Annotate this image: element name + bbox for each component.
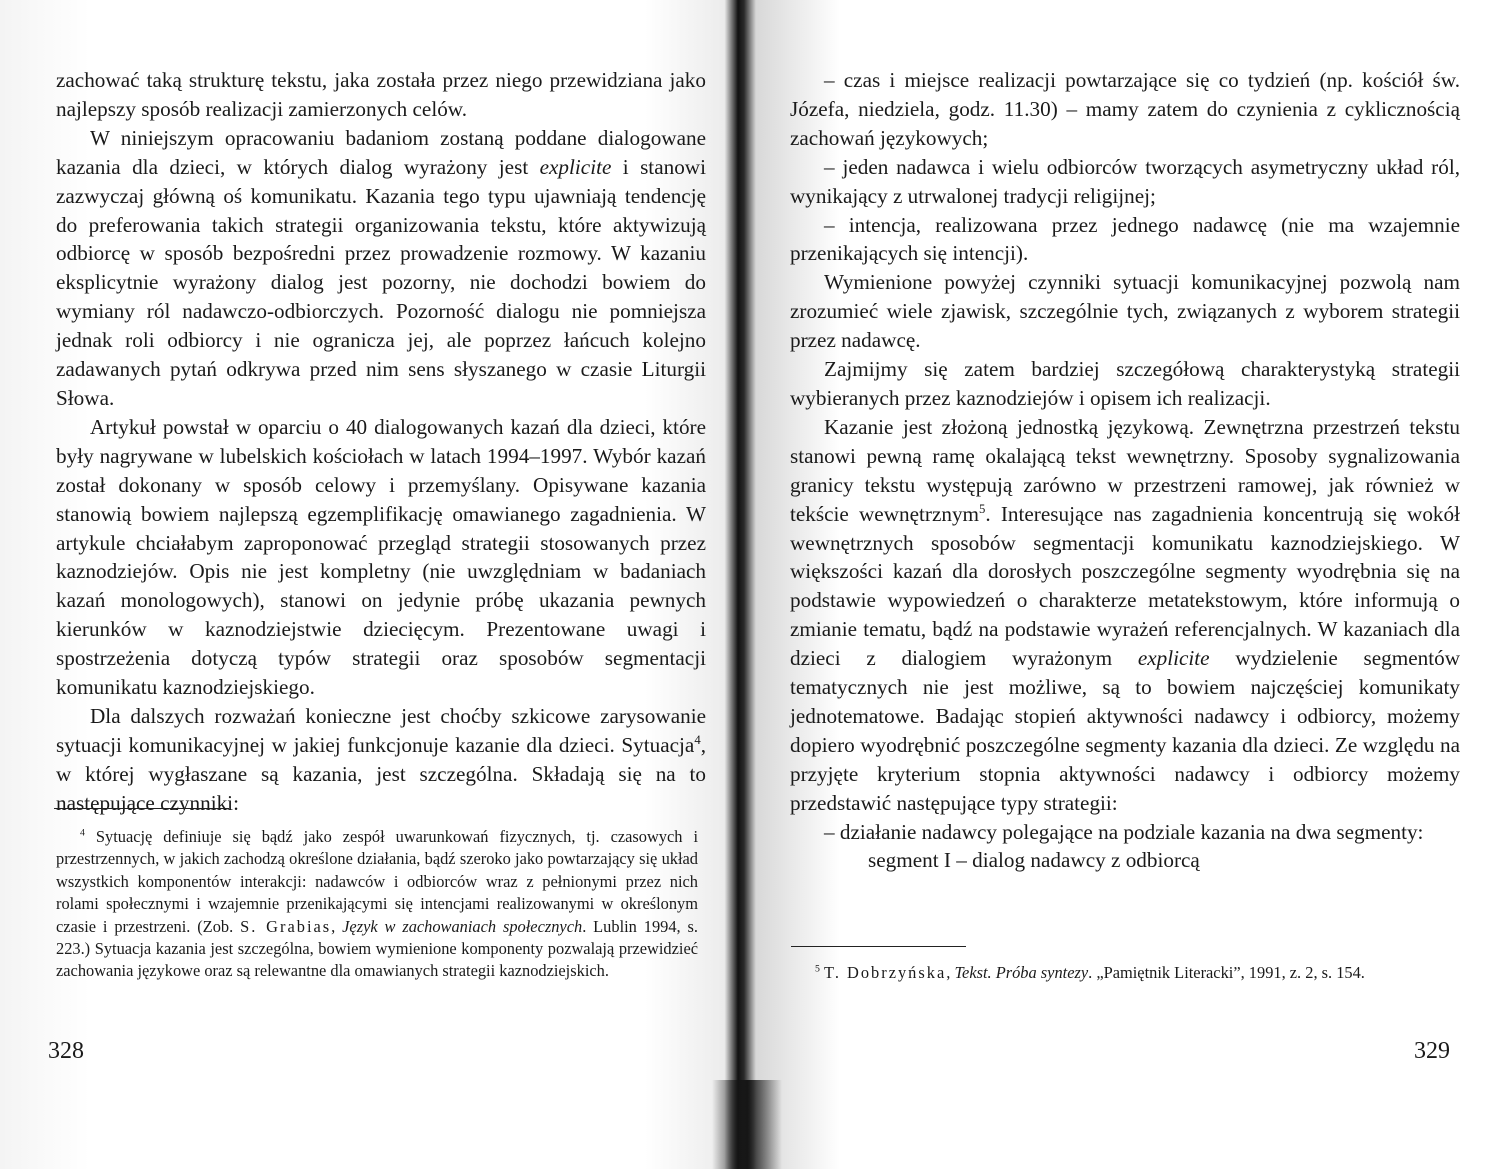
text-run: wydzielenie segmentów tematycznych nie jest możliwe, są to bowiem najczęściej komunikaty jednotematowe. Badając stopień aktywności nadawcy i odbiorcy, możemy dopiero wyodrębnić poszczególne segmenty kazania dla dzieci. Ze względu na przyjęte kryterium stopnia aktywności nadawcy i odbiorcy możemy przedstawić następujące typy strategii: xyxy=(790,646,1460,815)
text-run: Dla dalszych rozważań konieczne jest choćby szkicowe zarysowanie sytuacji komunikacyjnej w jakiej funkcjonuje kazanie dla dzieci. Sytuacja xyxy=(56,703,706,757)
footnote-rule xyxy=(791,946,966,947)
paragraph xyxy=(790,413,1460,818)
footnote-author: S. Grabias xyxy=(240,916,332,936)
paragraph: zachować taką strukturę tekstu, jaka została przez niego przewidziana jako najlepszy sposób realizacji zamierzonych celów. xyxy=(56,68,706,121)
page-number: 329 xyxy=(1414,1038,1450,1064)
footnote-mark: 5 xyxy=(815,963,820,975)
italic-term: explicite xyxy=(1137,646,1210,671)
footnote-author: T. Dobrzyńska xyxy=(824,963,947,982)
footnote-rule xyxy=(54,808,229,809)
footnote: $^4$ Sytuację definiuje się bądź jako zespół uwarunkowań fizycznych, tj. czasowych i przestrzennych, w jakich zachodzą określone działania, bądź szeroko jako powtarzający się układ wszystkich komponentów interakcji: nadawców i odbiorców wraz z pełnionymi przez nich rolami społecznymi i wzajemnie przenikającymi się intencjami realizowanymi w określonym czasie i przestrzeni. (Zob. S. Grabias, Język w zachowaniach społecznych. Lublin 1994, s. 223.) Sytuacja kazania jest szczególna, bowiem wymienione komponenty pozwalają przewidzieć zachowania językowe oraz są relewantne dla omawianych strategii kaznodziejskich. xyxy=(56,827,698,981)
text-run: . Interesujące nas zagadnienia koncentrują się wokół wewnętrznych sposobów segmentacji komunikatu kaznodziejskiego. W większości kazań dla dorosłych poszczególne segmenty wyodrębnia się na podstawie wypowiedzeń o charakterze metatekstowym, które informują o zmianie tematu, bądź na podstawie wyrażeń referencjalnych. W kazaniach dla dzieci z dialogiem wyrażonym xyxy=(790,501,1461,671)
footnote: $^5$ T. Dobrzyńska, Tekst. Próba syntezy. „Pamiętnik Literacki”, 1991, z. 2, s. 154. xyxy=(815,963,1365,982)
paragraph: Artykuł powstał w oparciu o 40 dialogowanych kazań dla dzieci, które były nagrywane w lubelskich kościołach w latach 1994–1997. Wybór kazań został dokonany w sposób celowy i przemyślany. Opisywane kazania stanowią bowiem najlepszą egzemplifikację omawianego zagadnienia. W artykule chciałabym zaproponować przegląd strategii stosowanych przez kaznodziejów. Opis nie jest kompletny (nie uwzględniam w badaniach kazań monologowych), stanowi on jedynie próbę ukazania pewnych kierunków w kaznodziejstwie dziecięcym. Prezentowane uwagi i spostrzeżenia dotyczą typów strategii oraz sposobów segmentacji komunikatu kaznodziejskiego. xyxy=(56,414,706,700)
right-page xyxy=(756,0,1500,1169)
footnote-title: Język w zachowaniach społecznych xyxy=(342,916,583,936)
footnote-mark: 4 xyxy=(80,827,85,839)
segment-line: segment I – dialog nadawcy z odbiorcą xyxy=(868,848,1200,873)
paragraph: Wymienione powyżej czynniki sytuacji komunikacyjnej pozwolą nam zrozumieć wiele zjawisk, szczególnie tych, związanych z wyborem strategii przez nadawcę. xyxy=(790,270,1460,353)
right-body-text xyxy=(790,66,1460,875)
footnote-ref[interactable]: 4 xyxy=(694,732,701,747)
footnote-text: . Lublin 1994, s. 223.) Sytuacja kazania jest szczególna, bowiem wymienione komponenty pozwalają przewidzieć zachowania językowe oraz są relewantne dla omawianych strategii kaznodziejskich. xyxy=(56,916,698,981)
left-page xyxy=(0,0,742,1169)
text-run: Kazanie jest złożoną jednostką językową. Zewnętrzna przestrzeń tekstu stanowi pewną ramę okalającą tekst wewnętrzny. Sposoby sygnalizowania granicy tekstu występują zarówno w przestrzeni ramowej, jak również w tekście wewnętrznym xyxy=(790,414,1460,526)
italic-term: explicite xyxy=(539,154,612,179)
text-run: i stanowi zazwyczaj główną oś komunikatu. Kazania tego typu ujawniają tendencję do preferowania takich strategii organizowania tekstu, które aktywizują odbiorcę w sposób bezpośredni przez prowadzenie rozmowy. W kazaniu eksplicytnie wyrażony dialog jest pozorny, nie dochodzi bowiem do wymiany ról nadawczo-odbiorczych. Pozorność dialogu nie pomniejsza jednak roli odbiorcy i nie ogranicza jej, ale poprzez łańcuch kolejno zadawanych pytań odkrywa przed nim sens słyszanego w czasie Liturgii Słowa. xyxy=(56,154,706,410)
page-number: 328 xyxy=(48,1038,84,1064)
paragraph xyxy=(56,124,706,413)
footnote-text: . „Pamiętnik Literacki”, 1991, z. 2, s. 154. xyxy=(1088,963,1365,982)
footnote-ref[interactable]: 5 xyxy=(979,501,986,516)
paragraph xyxy=(56,702,706,818)
left-body-text xyxy=(56,66,706,818)
text-run: , w której wygłaszane są kazania, jest szczególna. Składają się na to następujące czynniki: xyxy=(56,732,706,815)
list-item: – czas i miejsce realizacji powtarzające się co tydzień (np. kościół św. Józefa, niedziela, godz. 11.30) – mamy zatem do czynienia z cyklicznością zachowań językowych; xyxy=(790,68,1460,150)
footnote-text: Sytuację definiuje się bądź jako zespół uwarunkowań fizycznych, tj. czasowych i przestrzennych, w jakich zachodzą określone działania, bądź szeroko jako powtarzający się układ wszystkich komponentów interakcji: nadawców i odbiorców wraz z pełnionymi przez nich rolami społecznymi i wzajemnie przenikającymi się intencjami realizowanymi w określonym czasie i przestrzeni. (Zob. xyxy=(56,827,698,936)
footnote-title: Tekst. Próba syntezy xyxy=(954,963,1089,982)
list-item: – jeden nadawca i wielu odbiorców tworzących asymetryczny układ ról, wynikający z utrwalonej tradycji religijnej; xyxy=(790,154,1460,208)
paragraph: Zajmijmy się zatem bardziej szczegółową charakterystyką strategii wybieranych przez kaznodziejów i opisem ich realizacji. xyxy=(790,357,1460,410)
text-run: W niniejszym opracowaniu badaniom zostaną poddane dialogowane kazania dla dzieci, w których dialog wyrażony jest xyxy=(56,125,706,179)
list-item: – intencja, realizowana przez jednego nadawcę (nie ma wzajemnie przenikających się intencji). xyxy=(790,212,1460,266)
list-item: – działanie nadawcy polegające na podziale kazania na dwa segmenty: xyxy=(824,819,1424,844)
